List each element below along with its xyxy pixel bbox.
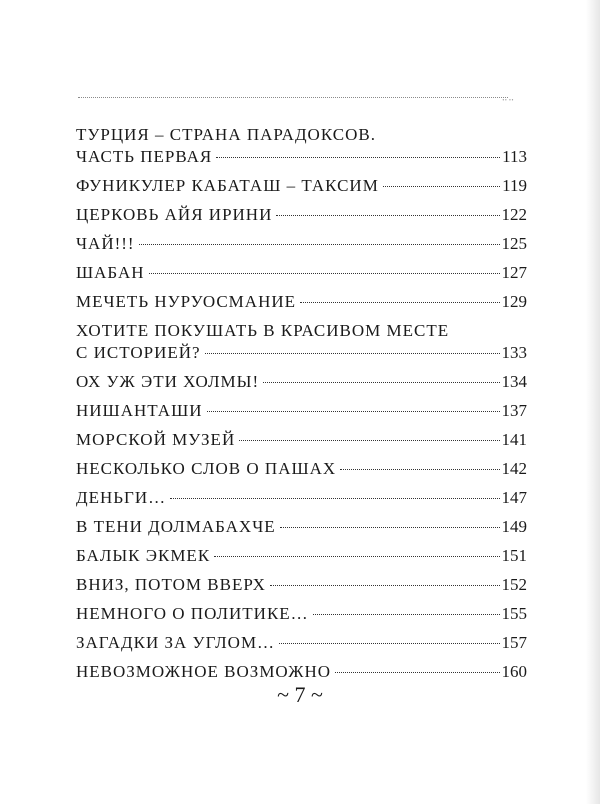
toc-entry-page: 152 [501,575,527,594]
toc-entry [76,175,527,197]
toc-entry-page: 127 [501,263,527,282]
toc-entry-row [76,458,527,480]
toc-entry [76,371,527,393]
dot-leader [205,353,500,354]
toc-entry-title: ДЕНЬГИ… [76,488,167,507]
toc-entry-title: ЗАГАДКИ ЗА УГЛОМ… [76,633,276,652]
dot-leader [207,411,500,412]
dot-leader [313,614,500,615]
toc-entry-title: НЕВОЗМОЖНОЕ ВОЗМОЖНО [76,662,332,681]
toc-entry-row [76,371,527,393]
dot-leader [139,244,500,245]
header-ornament: ᠃᠃ [500,96,514,107]
dot-leader [149,273,500,274]
table-of-contents [76,124,527,690]
toc-entry [76,632,527,654]
toc-entry-page: 133 [501,343,527,362]
toc-entry [76,458,527,480]
toc-entry-title: МОРСКОЙ МУЗЕЙ [76,430,236,449]
dot-leader [300,302,499,303]
toc-entry [76,487,527,509]
dot-leader [280,527,500,528]
toc-entry-page: 113 [502,147,527,166]
dot-leader [270,585,500,586]
toc-entry-row [76,632,527,654]
toc-entry-title: ФУНИКУЛЕР КАБАТАШ – ТАКСИМ [76,176,379,195]
toc-entry-row [76,516,527,538]
toc-entry-row [76,400,527,422]
toc-entry-title: ОХ УЖ ЭТИ ХОЛМЫ! [76,372,260,391]
toc-entry-row [76,233,527,255]
toc-entry-page: 125 [501,234,527,253]
dot-leader [263,382,499,383]
toc-entry-page: 142 [501,459,527,478]
dot-leader [276,215,499,216]
toc-entry-row [76,204,527,226]
toc-entry-page: 137 [501,401,527,420]
header-dotted-rule [78,97,508,98]
toc-entry-title: ШАБАН [76,263,145,282]
toc-entry-page: 119 [502,176,527,195]
toc-entry [76,233,527,255]
toc-entry-title: НИШАНТАШИ [76,401,203,420]
toc-entry-title: БАЛЫК ЭКМЕК [76,546,211,565]
toc-entry [76,603,527,625]
toc-entry-page: 155 [501,604,527,623]
toc-entry [76,262,527,284]
toc-entry-title: В ТЕНИ ДОЛМАБАХЧЕ [76,517,276,536]
toc-entry-page: 157 [501,633,527,652]
toc-entry-row [76,574,527,596]
toc-entry-row [76,146,527,168]
toc-entry-title: С ИСТОРИЕЙ? [76,343,201,362]
toc-entry [76,429,527,451]
toc-entry [76,545,527,567]
toc-entry-row [76,262,527,284]
toc-entry-title: ЧАЙ!!! [76,234,135,253]
toc-entry-row [76,603,527,625]
toc-entry-title-line: ХОТИТЕ ПОКУШАТЬ В КРАСИВОМ МЕСТЕ [76,321,450,340]
dot-leader [340,469,499,470]
dot-leader [279,643,499,644]
toc-entry-page: 149 [501,517,527,536]
dot-leader [335,672,499,673]
toc-entry-row [76,661,527,683]
toc-entry-page: 122 [501,205,527,224]
toc-entry-title: НЕСКОЛЬКО СЛОВ О ПАШАХ [76,459,337,478]
toc-entry-page: 134 [501,372,527,391]
toc-entry [76,574,527,596]
toc-entry [76,204,527,226]
toc-entry [76,400,527,422]
toc-entry-page: 151 [501,546,527,565]
toc-entry [76,320,527,364]
toc-entry-row [76,545,527,567]
dot-leader [170,498,499,499]
toc-entry [76,516,527,538]
toc-entry-row [76,487,527,509]
toc-entry-page: 129 [501,292,527,311]
page-number: ~ 7 ~ [277,682,323,707]
dot-leader [239,440,499,441]
toc-entry-page: 147 [501,488,527,507]
toc-entry [76,124,527,168]
toc-entry-title: ЧАСТЬ ПЕРВАЯ [76,147,213,166]
toc-entry-row [76,342,527,364]
toc-entry-title: ВНИЗ, ПОТОМ ВВЕРХ [76,575,266,594]
toc-entry-page: 160 [501,662,527,681]
toc-entry-row [76,429,527,451]
toc-entry-title: МЕЧЕТЬ НУРУОСМАНИЕ [76,292,297,311]
toc-entry [76,661,527,683]
toc-entry-title: ЦЕРКОВЬ АЙЯ ИРИНИ [76,205,273,224]
dot-leader [214,556,499,557]
toc-entry-title: НЕМНОГО О ПОЛИТИКЕ… [76,604,309,623]
toc-entry-row [76,175,527,197]
toc-entry-row [76,291,527,313]
toc-entry-page: 141 [501,430,527,449]
dot-leader [383,186,500,187]
toc-entry-title-line: ТУРЦИЯ – СТРАНА ПАРАДОКСОВ. [76,125,376,144]
toc-entry [76,291,527,313]
dot-leader [216,157,500,158]
